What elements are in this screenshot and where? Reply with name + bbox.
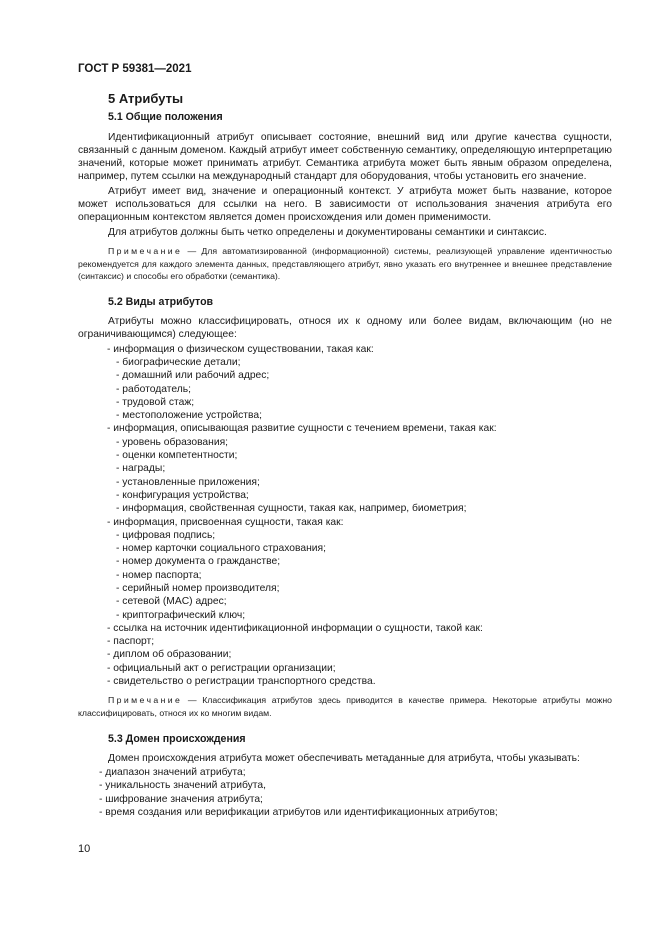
page-content — [78, 92, 612, 819]
note-text: — Для автоматизированной (информационной) системы, реализующей управление идентичностью рекомендуется для каждого элемента данных, представляющего атрибут, явно указать его внутреннее и внешнее представление (синтаксис) и способы его обработки (семантика). — [78, 245, 612, 282]
note-label: Примечание — [108, 695, 183, 706]
list-item: - номер паспорта; — [116, 569, 202, 581]
list-item: - свидетельство о регистрации транспортного средства. — [107, 676, 376, 688]
note-5-1 — [78, 245, 612, 283]
list-item: - диапазон значений атрибута; — [99, 767, 246, 779]
list-item: - время создания или верификации атрибутов или идентификационных атрибутов; — [99, 807, 498, 819]
note-text: — Классификация атрибутов здесь приводится в качестве примера. Некоторые атрибуты можно классифицировать, относя их ко многим видам. — [78, 695, 612, 718]
attribute-kinds-list — [78, 343, 612, 689]
list-item: - оценки компетентности; — [116, 450, 238, 462]
list-item: - информация о физическом существовании, такая как: — [107, 343, 374, 355]
paragraph: Идентификационный атрибут описывает состояние, внешний вид или другие качества сущности, связанный с данным доменом. Каждый атрибут имеет собственную семантику, определяющую интерпретацию значений, которые может принимать атрибут. Семантика атрибута может быть явным образом определена, например, путем ссылки на международный стандарт для оборудования, чтобы установить его значение. — [78, 131, 612, 183]
page-number: 10 — [78, 843, 91, 855]
list-item: - диплом об образовании; — [107, 649, 232, 661]
list-item: - ссылка на источник идентификационной информации о сущности, такой как: — [107, 622, 483, 634]
list-item: - местоположение устройства; — [116, 410, 262, 422]
list-item: - паспорт; — [107, 636, 155, 648]
paragraph: Атрибуты можно классифицировать, относя их к одному или более видам, включающим (но не ограничивающимся) следующее: — [78, 316, 612, 341]
list-item: - серийный номер производителя; — [116, 582, 280, 594]
note-label: Примечание — [108, 245, 183, 256]
paragraph: Атрибут имеет вид, значение и операционный контекст. У атрибута может быть название, которое может использоваться для ссылки на него. В зависимости от использования значения атрибута его операционным контекстом является домен происхождения или домен применимости. — [78, 185, 612, 224]
subsection-title-5-2: 5.2 Виды атрибутов — [108, 295, 214, 308]
list-item: - конфигурация устройства; — [116, 489, 249, 501]
origin-domain-list — [78, 766, 612, 819]
list-item: - работодатель; — [116, 383, 191, 395]
list-item: - сетевой (MAC) адрес; — [116, 596, 227, 608]
subsection-title-5-1: 5.1 Общие положения — [108, 111, 223, 124]
list-item: - установленные приложения; — [116, 476, 260, 488]
subsection-title-5-3: 5.3 Домен происхождения — [108, 732, 246, 745]
list-item: - официальный акт о регистрации организации; — [107, 662, 336, 674]
paragraph: Домен происхождения атрибута может обеспечивать метаданные для атрибута, чтобы указывать: — [108, 752, 580, 764]
list-item: - уровень образования; — [116, 436, 229, 448]
list-item: - биографические детали; — [116, 356, 241, 368]
list-item: - информация, описывающая развитие сущности с течением времени, такая как: — [107, 423, 497, 435]
standard-header: ГОСТ Р 59381—2021 — [78, 63, 192, 75]
section-title: 5 Атрибуты — [108, 91, 184, 106]
list-item: - цифровая подпись; — [116, 529, 216, 541]
list-item: - домашний или рабочий адрес; — [116, 370, 270, 382]
list-item: - номер документа о гражданстве; — [116, 556, 281, 568]
list-item: - информация, свойственная сущности, такая как, например, биометрия; — [116, 503, 467, 515]
list-item: - номер карточки социального страхования; — [116, 543, 326, 555]
note-5-2 — [78, 694, 612, 719]
list-item: - криптографический ключ; — [116, 609, 246, 621]
list-item: - награды; — [116, 463, 166, 475]
paragraph: Для атрибутов должны быть четко определены и документированы семантики и синтаксис. — [108, 226, 547, 238]
list-item: - информация, присвоенная сущности, такая как: — [107, 516, 344, 528]
list-item: - трудовой стаж; — [116, 396, 195, 408]
list-item: - шифрование значения атрибута; — [99, 793, 263, 805]
list-item: - уникальность значений атрибута, — [99, 780, 266, 792]
